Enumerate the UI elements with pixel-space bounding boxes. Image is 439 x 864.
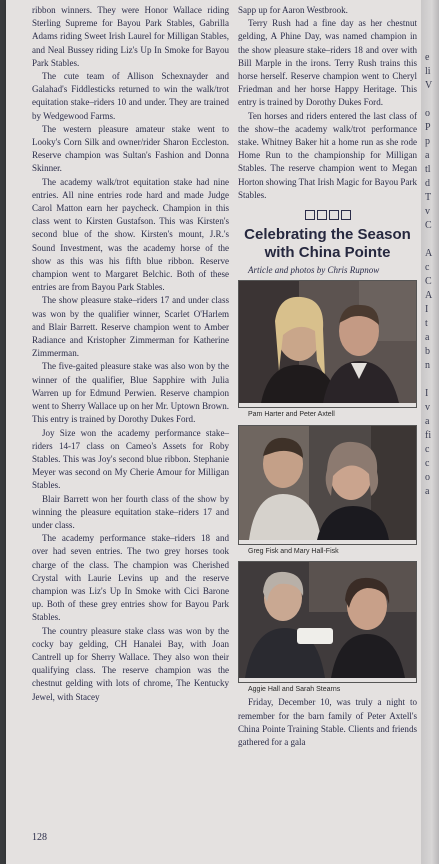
photo-image	[239, 281, 416, 403]
photo-aggie-hall-sarah-stearns	[238, 561, 417, 683]
right-column	[238, 4, 417, 749]
edge-letter: C	[425, 276, 432, 287]
edge-letter: t	[425, 318, 428, 329]
paragraph: Terry Rush had a fine day as her chestnut gelding, A Phine Day, was named champion in the show pleasure stake–riders 18 and over with Bill Marple in the irons. Terry Rush trains this horse herself. Reserve champion went to Cheryl Friedman and her horse Happy Heritage. This entry is trained by Dorothy Dukes Ford.	[238, 18, 417, 108]
paragraph: The five-gaited pleasure stake was also won by the winner of the qualifier, Blue Sapphire with Julia Warren up for Edmund Perwien. Reserve champion went to Sherry Wallace up on her Mr. Uptown Brown. This entry is trained by Dorothy Dukes Ford.	[32, 361, 229, 425]
photo-greg-fisk-mary-hall-fisk	[238, 425, 417, 545]
edge-letter: a	[425, 150, 430, 161]
edge-letter: I	[425, 388, 429, 399]
edge-letter: d	[425, 178, 430, 189]
photo-caption: Greg Fisk and Mary Hall-Fisk	[248, 547, 339, 555]
paragraph: ribbon winners. They were Honor Wallace riding Sterling Supreme for Bayou Park Stables, Gabrilla Adams riding Sweet Irish Laurel for Milligan Stables, and Neal Bussey riding Liz's Up In Smoke for Bayou Park Stables.	[32, 5, 229, 68]
article-body: Friday, December 10, was truly a night to remember for the barn family of Peter Axtell's China Pointe Training Stable. Clients and friends gathered for a gala	[238, 697, 417, 748]
edge-letter: li	[425, 66, 431, 77]
photo-caption: Pam Harter and Peter Axtell	[248, 411, 335, 419]
facing-page-edge	[421, 0, 439, 864]
paragraph: The western pleasure amateur stake went to Looky's Corn Silk and owner/rider Sharon Eccleston. Reserve champion was Sultan's Fashion and Donna Skinner.	[32, 123, 229, 174]
article-headline: Celebrating the Season with China Pointe	[244, 226, 411, 262]
edge-letter: a	[425, 486, 430, 497]
edge-letter: A	[425, 248, 433, 259]
photo-pam-harter-peter-axtell	[238, 280, 417, 408]
edge-letter: A	[425, 290, 433, 301]
paragraph: Sapp up for Aaron Westbrook.	[238, 5, 348, 15]
paragraph: The show pleasure stake–riders 17 and under class was won by the qualifier winner, Scarlet O'Harlem and Blair Barrett. Reserve champion went to Amber Radiance and Kristopher Zimmerman for Katherine Zimmerman.	[32, 295, 229, 359]
edge-letter: P	[425, 122, 431, 133]
edge-letter: V	[425, 80, 433, 91]
paragraph: The country pleasure stake class was won by the cocky bay gelding, CH Hanalei Bay, with Joan Cantrell up for Sherry Wallace. They also won their qualifying class. The reserve champion was the chestnut gelding with lots of chrome, The Kentucky Jewel, with Stacey	[32, 625, 229, 702]
section-divider-ornament	[238, 210, 417, 222]
paragraph: The cute team of Allison Schexnayder and Galahad's Fiddlesticks returned to win the walk/trot equitation stake–riders 10 and under. They are trained by Wedgewood Farms.	[32, 71, 229, 121]
photo-image	[239, 426, 416, 540]
edge-letter: C	[425, 220, 432, 231]
edge-letter: n	[425, 360, 430, 371]
edge-letter: o	[425, 472, 430, 483]
edge-letter: tl	[425, 164, 431, 175]
edge-letter: c	[425, 458, 430, 469]
paragraph: Joy Size won the academy performance stake–riders 14-17 class on Cameo's Assets for Roby Stables. This was Joy's second blue ribbon. Stephanie Meyer was second on My Cherie Amour for Milligan Stables.	[32, 427, 229, 491]
edge-letter: T	[425, 192, 432, 203]
edge-letter: p	[425, 136, 430, 147]
paragraph: Blair Barrett won her fourth class of the show by winning the pleasure equitation stake–riders 17 and under class.	[32, 493, 229, 530]
edge-letter: b	[425, 346, 430, 357]
photo-image	[239, 562, 416, 678]
photo-caption: Aggie Hall and Sarah Stearns	[248, 686, 341, 694]
edge-letter: a	[425, 332, 430, 343]
page-number: 128	[32, 832, 47, 843]
edge-letter: o	[425, 108, 430, 119]
edge-letter: v	[425, 206, 430, 217]
edge-letter: e	[425, 52, 430, 63]
edge-letter: I	[425, 304, 429, 315]
edge-letter: a	[425, 416, 430, 427]
edge-letter: c	[425, 262, 430, 273]
article-byline: Article and photos by Chris Rupnow	[248, 265, 380, 276]
edge-letter: fi	[425, 430, 432, 441]
edge-letter: v	[425, 402, 430, 413]
left-column	[32, 4, 229, 704]
paragraph: The academy performance stake–riders 18 and over had seven entries. The two grey horses took charge of the class. The champion was Cherished Crystal with Laurie Levins up and the reserve champion was Liz's Up In Smoke with Cici Barone up. Both of these grey entries show for Bayou Park Stables.	[32, 533, 229, 623]
paragraph: The academy walk/trot equitation stake had nine entries. All nine entries rode hard and made Judge Carol Matton earn her paycheck. Champion in this class went to Kirsten Gustafson. This was Kirsten's second blue of the show. Kirsten's mount, J.R.'s Sound Investment, was the academy horse of the show as this was his fifth blue ribbon. Reserve champion went to Margaret Belchic. Both of these entries are from Bayou Park Stables.	[32, 176, 229, 293]
paragraph: Ten horses and riders entered the last class of the show–the academy walk/trot performance stake. Whitney Baker hit a home run as she rode Home Run to the championship for Milligan Stables. The reserve champion went to Megan Horton showing That Irish Magic for Bayou Park Stables.	[238, 110, 417, 200]
edge-letter: c	[425, 444, 430, 455]
magazine-page	[6, 0, 421, 864]
